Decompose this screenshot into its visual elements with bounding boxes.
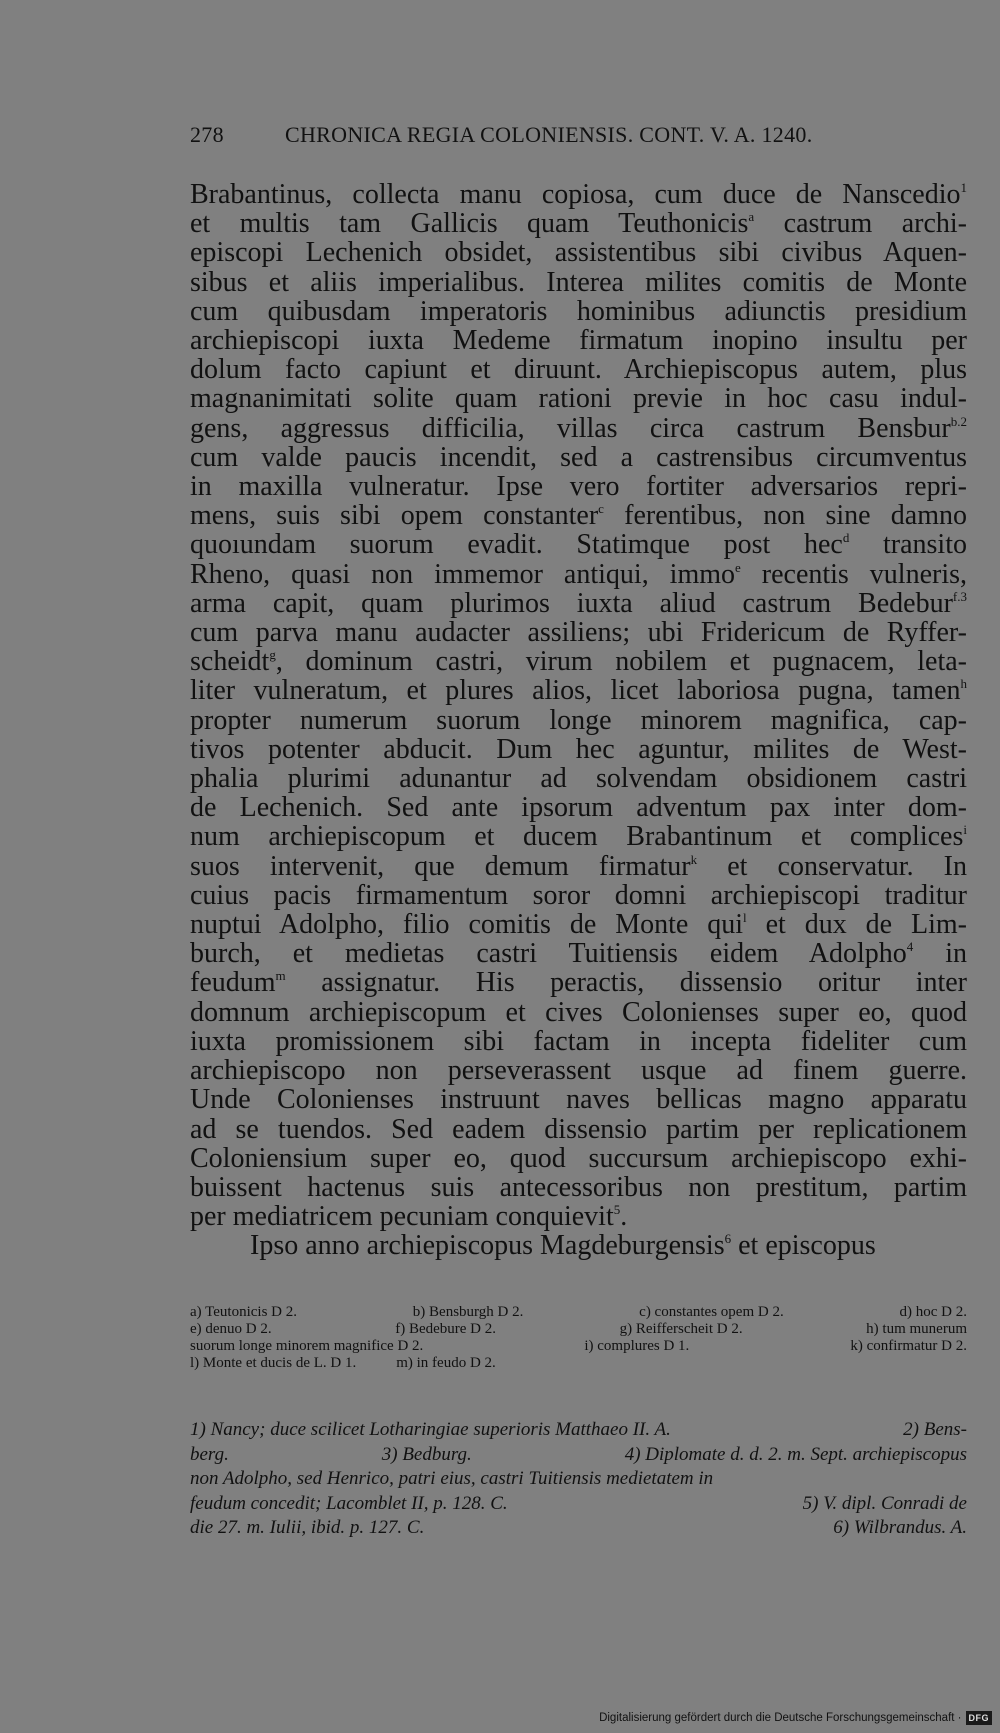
text-line [190,384,967,413]
text-line [190,238,967,267]
footnote-ref: l [743,910,747,926]
text-segment: feudum [190,967,276,999]
commentary-note: 6) Wilbrandus. A. [833,1517,967,1538]
commentary-note: 2) Bens- [903,1419,967,1440]
variant-note: b) Bensburgh D 2. [412,1304,524,1320]
text-segment: liter vulneratum, et plures alios, licet laboriosa pugna, tamen [190,675,961,707]
running-header [190,122,920,148]
text-line [190,793,967,822]
footnote-ref: b.2 [950,413,967,429]
text-line [190,443,967,472]
commentary-note-row [190,1492,967,1517]
text-line [190,589,967,618]
commentary-note: non Adolpho, sed Henrico, patri eius, castri Tuitiensis medietatem in [190,1468,714,1489]
text-line [190,676,967,705]
variant-note: c) constantes opem D 2. [639,1304,784,1320]
footnote-ref: e [735,559,741,575]
text-segment: archiepiscopi iuxta Medeme firmatum inopino insultu per [190,325,967,357]
text-segment: quoıundam suorum evadit. Statimque post hec [190,529,843,561]
text-segment: iuxta promissionem sibi factam in incepta fideliter cum [190,1025,967,1057]
footnote-ref: 4 [906,939,914,955]
footnote-ref: h [960,676,967,692]
text-line [190,939,967,968]
footnote-ref: 6 [724,1231,732,1247]
text-line [190,1202,967,1231]
footnote-ref: i [963,822,967,838]
text-segment: assignatur. His peractis, dissensio oritur inter [285,967,967,999]
text-line [190,355,967,384]
text-segment: gens, aggressus difficilia, villas circa castrum Bensbur [190,412,951,444]
text-line [190,297,967,326]
footnote-ref: d [842,530,850,546]
main-text [190,180,967,1261]
text-segment: num archiepiscopum et ducem Brabantinum et complices [190,821,964,853]
text-segment: sibus et aliis imperialibus. Interea milites comitis de Monte [190,266,967,298]
footnote-ref: 1 [960,180,967,195]
text-segment: nuptui Adolpho, filio comitis de Monte qui [190,909,744,941]
variant-note-row [190,1321,967,1338]
commentary-note: 3) Bedburg. [381,1443,472,1465]
text-segment: phalia plurimi adunantur ad solvendam obsidionem castri [190,763,967,795]
commentary-note-row [190,1516,967,1541]
text-line [190,209,967,238]
footnote-ref: 5 [613,1202,621,1218]
variant-note: e) denuo D 2. [190,1321,272,1337]
text-segment: cum parva manu audacter assiliens; ubi Fridericum de Ryffer- [190,617,967,649]
text-line [190,881,967,910]
variant-note: f) Bedebure D 2. [395,1321,497,1337]
commentary-note: feudum concedit; Lacomblet II, p. 128. C. [190,1492,508,1514]
variant-note: h) tum munerum [866,1321,967,1337]
variant-note: k) confirmatur D 2. [850,1338,967,1354]
variant-note: suorum longe minorem magnifice D 2. [190,1338,424,1354]
text-segment: et episcopus [731,1230,876,1262]
variant-note: g) Reifferscheit D 2. [619,1321,743,1337]
text-line [190,968,967,997]
footnote-ref: m [275,968,286,984]
commentary-note: 4) Diplomate d. d. 2. m. Sept. archiepiscopus [624,1443,967,1465]
variant-note: a) Teutonicis D 2. [190,1304,297,1320]
running-title: CHRONICA REGIA COLONIENSIS. CONT. V. A. 1240. [285,122,813,147]
text-segment: cum quibusdam imperatoris hominibus adiunctis presidium [190,295,967,327]
dfg-logo: DFG [966,1711,993,1725]
text-line [190,1056,967,1085]
commentary-note: berg. [190,1443,229,1465]
text-segment: Ipso anno archiepiscopus Magdeburgensis [250,1230,725,1262]
text-segment: cuius pacis firmamentum soror domni archiepiscopi traditur [190,879,967,911]
commentary-note: 1) Nancy; duce scilicet Lotharingiae superioris Matthaeo II. A. [190,1419,671,1440]
text-segment: , dominum castri, virum nobilem et pugnacem, leta- [275,646,967,678]
text-segment: suos intervenit, que demum firmatur [190,850,691,882]
text-segment: et dux de Lim- [746,909,967,941]
text-line [190,501,967,530]
text-line [190,998,967,1027]
text-line [190,822,967,851]
commentary-note: die 27. m. Iulii, ibid. p. 127. C. [190,1517,425,1538]
text-segment: ad se tuendos. Sed eadem dissensio partim per replicationem [190,1113,967,1145]
footer-credit [599,1711,992,1725]
commentary-note-row [190,1467,967,1492]
footer-text: Digitalisierung gefördert durch die Deutsche Forschungsgemeinschaft · [599,1712,962,1724]
text-segment: archiepiscopo non perseverassent usque ad finem guerre. [190,1055,967,1087]
variant-note: i) complures D 1. [584,1338,690,1354]
text-line [190,647,967,676]
text-segment: transito [849,529,967,561]
commentary-notes [190,1418,967,1541]
footnote-ref: g [269,647,276,663]
text-line [190,530,967,559]
text-segment: ferentibus, non sine damno [603,500,967,532]
text-line [190,268,967,297]
text-line [190,560,967,589]
text-segment: cum valde paucis incendit, sed a castrensibus circumventus [190,441,967,473]
text-segment: dolum facto capiunt et diruunt. Archiepiscopus autem, plus [190,354,967,386]
variant-note: l) Monte et ducis de L. D 1. [190,1355,357,1371]
text-segment: per mediatricem pecuniam conquievit [190,1201,614,1233]
text-line [190,1231,967,1260]
text-line [190,852,967,881]
text-segment: Unde Colonienses instruunt naves bellicas magno apparatu [190,1084,967,1116]
text-segment: burch, et medietas castri Tuitiensis eidem Adolpho [190,938,907,970]
text-segment: et multis tam Gallicis quam Teuthonicis [190,208,749,240]
text-segment: arma capit, quam plurimos iuxta aliud castrum Bedebur [190,587,953,619]
footnote-ref: a [748,209,755,225]
text-line [190,180,967,209]
text-segment: . [620,1201,628,1233]
text-line [190,326,967,355]
text-segment: buissent hactenus suis antecessoribus non prestitum, partim [190,1171,967,1203]
text-segment: Coloniensium super eo, quod succursum archiepiscopo exhi- [190,1142,967,1174]
variant-note-row [190,1304,967,1321]
commentary-note: 5) V. dipl. Conradi de [802,1492,967,1514]
text-line [190,1115,967,1144]
text-segment: et conservatur. In [697,850,967,882]
page-number: 278 [190,122,224,147]
footnote-ref: f.3 [952,588,967,604]
text-segment: de Lechenich. Sed ante ipsorum adventum pax inter dom- [190,792,967,824]
text-segment: tivos potenter abducit. Dum hec aguntur, milites de West- [190,733,967,765]
footnote-ref: c [598,501,604,517]
text-segment: scheidt [190,646,270,678]
commentary-note-row [190,1443,967,1468]
text-segment: domnum archiepiscopum et cives Colonienses super eo, quod [190,996,967,1028]
text-segment: in [913,938,967,970]
variant-notes [190,1304,967,1372]
text-line [190,764,967,793]
text-line [190,1027,967,1056]
text-line [190,414,967,443]
variant-note-row [190,1338,967,1355]
text-segment: in maxilla vulneratur. Ipse vero fortiter adversarios repri- [190,471,967,503]
variant-note: m) in feudo D 2. [396,1355,496,1371]
text-line [190,1144,967,1173]
text-line [190,618,967,647]
text-line [190,1085,967,1114]
text-segment: recentis vulneris, [740,558,967,590]
text-segment: castrum archi- [754,208,967,240]
text-line [190,1173,967,1202]
variant-note-row [190,1355,967,1372]
text-line [190,910,967,939]
text-segment: Rheno, quasi non immemor antiqui, immo [190,558,736,590]
footnote-ref: k [690,851,698,867]
text-line [190,735,967,764]
text-segment: episcopi Lechenich obsidet, assistentibus sibi civibus Aquen- [190,237,967,269]
text-segment: mens, suis sibi opem constanter [190,500,599,532]
text-line [190,472,967,501]
text-segment: Brabantinus, collecta manu copiosa, cum duce de Nanscedio [190,179,961,210]
text-segment: magnanimitati solite quam rationi previe in hoc casu indul- [190,383,967,415]
variant-note: d) hoc D 2. [899,1304,967,1320]
text-line [190,706,967,735]
text-segment: propter numerum suorum longe minorem magnifica, cap- [190,704,967,736]
commentary-note-row [190,1418,967,1443]
